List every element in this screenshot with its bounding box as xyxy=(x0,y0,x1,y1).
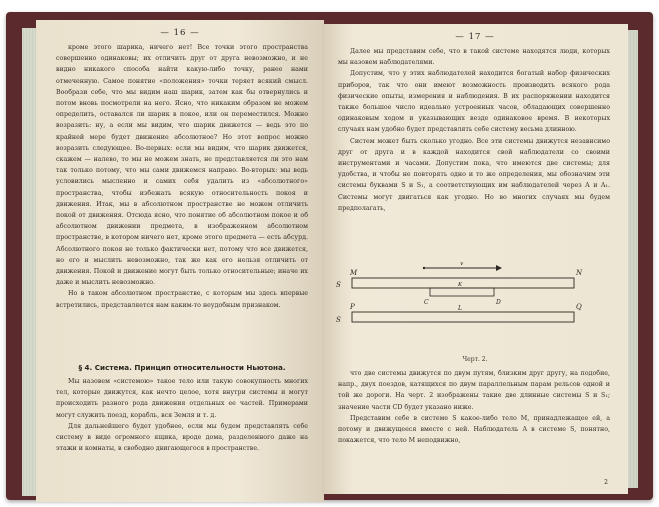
system-s1-rectangle xyxy=(352,278,574,288)
figure-two-systems xyxy=(332,262,622,354)
label-q: Q xyxy=(576,303,582,311)
right-page xyxy=(322,24,628,494)
system-s-rectangle xyxy=(352,312,574,322)
label-k: K xyxy=(458,282,463,288)
body-text xyxy=(56,42,308,311)
label-s-top: S xyxy=(336,281,341,289)
page-number: — 17 — xyxy=(455,32,495,42)
left-page xyxy=(36,20,324,502)
label-c: C xyxy=(424,299,429,306)
paragraph: Для дальнейшего будет удобнее, если мы будем представлять себе систему в виде огромного ящика, вроде дома, разделенного даже на этажи и комнаты, в свободно двигающегося в пространстве. xyxy=(56,422,308,453)
paragraph: Но в таком абсолютном пространстве, с которым мы здесь впервые встретились, представляется нам каким-то неудобным признаком. xyxy=(56,290,308,309)
body-text xyxy=(338,46,610,214)
paragraph: Допустим, что у этих наблюдателей находится богатый набор физических приборов, так что они имеют возможность производить всякого рода физические опыты, измерения и наблюдения. В их распоряжении находится также большое число идеально устроенных часов, обладающих совершенно одинаковым ходом и указывающих везде одинаковое время. В некоторых случаях нам удобно будет представлять себе систему весьма длинною. xyxy=(338,70,610,134)
figure-caption: Черт. 2. xyxy=(462,356,488,363)
label-l: L xyxy=(458,305,462,312)
segment-cd-box xyxy=(430,288,494,296)
label-s-bottom: S xyxy=(336,316,341,324)
label-p: P xyxy=(350,303,355,311)
signature-mark: 2 xyxy=(604,479,608,486)
paragraph: что две системы движутся по двум путям, близким друг другу, на подобие, напр., двух поездов, катящихся по двум параллельным парам рельсов одной и той же дороги. На черт. 2 изображены такие две длинные системы S и S₁; значение части CD будет указано ниже. xyxy=(338,370,610,411)
paragraph: Далее мы представим себе, что в такой системе находятся люди, которых мы назовем наблюдателями. xyxy=(338,48,610,67)
body-text-continued xyxy=(338,368,610,446)
page-number: — 16 — xyxy=(160,28,200,38)
label-d: D xyxy=(496,299,501,306)
label-m: M xyxy=(350,269,358,277)
section-heading: § 4. Система. Принцип относительности Ньютона. xyxy=(78,363,286,372)
paragraph: Систем может быть сколько угодно. Все эти системы движутся независимо друг от друга и в каждой находится свой наблюдатели со своими инструментами и часами. Допустим пока, что имеются две системы; для удобства, и чтобы не повторять одно и то же определения, мы обозначим эти системы буквами S и S₁, а соответствующих им наблюдателей через A и A₁. Системы могут двигаться как угодно. Но во многих случаях мы будем предполагать, xyxy=(338,137,610,212)
label-v: v xyxy=(460,262,464,267)
paragraph: Представим себе в системе S какое-либо тело M, принадлежащее ей, а потому и движущееся вместе с ней. Наблюдатель A в системе S, понятно, покажется, что тело M неподвижно, xyxy=(338,414,610,445)
label-n: N xyxy=(576,269,583,277)
section-text xyxy=(56,376,308,454)
paragraph: Мы назовем «системою» такое тело или такую совокупность многих тел, которые движутся, как нечто целое, хотя внутри системы и могут происходить разного рода движения отдельных ее частей. Примерами могут служить поезд, корабль, вся Земля и т. д. xyxy=(56,378,308,419)
paragraph: кроме этого шарика, ничего нет! Все точки этого пространства совершенно одинаковы; их отличить друг от друга невозможно, и не видно никакого способа найти какую-либо точку, ранее нами отмеченную. Самое понятие «положения» точки теряет всякий смысл. Вообрази себе, что мы видим наш шарик, затем как бы отвернулись и потом вновь посмотрели на него. Ясно, что никаким образом не можем определить, оставался ли шарик в покое, или он переместился. Можно возразить: ну, а если мы видим, что шарик движется — ведь это по крайней мере будет движение абсолютное? Но этот вопрос можно возразить следующее. Во-первых: если мы видим, что шарик движется, скажем — налево, то мы не можем знать, не представляется ли это нам так только потому, что мы сами движемся направо. Во-вторых: мы ведь условились мысленно и самих себя удалить из «абсолютного» пространства, чтобы избежать всякую относительность покоя и движения. Итак, мы в абсолютном пространстве не можем отличить покой от движения. Отсюда ясно, что понятие об абсолютном покое и об абсолютном движении предмета, в изображенном абсолютном пространстве, в котором ничего нет, кроме этого предмета — есть абсурд. Абсолютного покоя не только фактически нет, потому что все движется, но его и мыслить невозможно, так же как его нельзя отличить от движения. Покой и движение могут быть только относительные; иначе их даже и мыслить невозможно. xyxy=(56,44,308,287)
